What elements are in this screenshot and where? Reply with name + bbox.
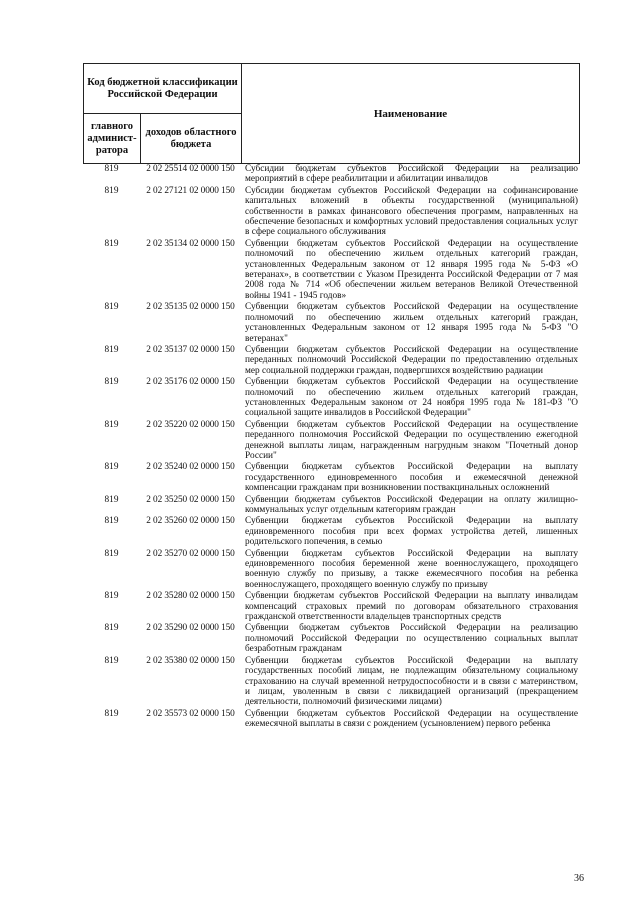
budget-code: 2 02 35240 02 0000 150	[146, 462, 235, 473]
item-name: Субвенции бюджетам субъектов Российской Федерации на выплату государственного единовременного пособия и ежемесячной денежной компенсации гражданам при возникновении поствакцинальных осложнений	[245, 462, 578, 494]
header-admin-column: главного админист-ратора	[84, 114, 141, 164]
budget-code: 2 02 35280 02 0000 150	[146, 591, 235, 602]
admin-code: 819	[104, 344, 119, 355]
admin-code: 819	[104, 302, 119, 313]
item-name: Субвенции бюджетам субъектов Российской Федерации на выплату инвалидам компенсаций страховых премий по договорам обязательного страхования гражданской ответственности владельцев транспортных средств	[245, 591, 578, 623]
admin-code: 819	[104, 419, 119, 430]
budget-code: 2 02 35573 02 0000 150	[146, 708, 235, 719]
admin-code: 819	[104, 591, 119, 602]
admin-code: 819	[104, 655, 119, 666]
budget-code: 2 02 35290 02 0000 150	[146, 623, 235, 634]
item-name: Субвенции бюджетам субъектов Российской Федерации на реализацию полномочий Российской Федерации по осуществлению социальных выплат безработным гражданам	[245, 623, 578, 655]
budget-code: 2 02 35220 02 0000 150	[146, 419, 235, 430]
budget-code: 2 02 35135 02 0000 150	[146, 302, 235, 313]
budget-code: 2 02 35270 02 0000 150	[146, 548, 235, 559]
table-row	[83, 377, 579, 419]
item-name: Субвенции бюджетам субъектов Российской Федерации на осуществление переданных полномочий Российской Федерации по предоставлению отдельных мер социальной поддержки граждан, подвергшихся воздействию радиации	[245, 344, 578, 376]
item-name: Субвенции бюджетам субъектов Российской Федерации на оплату жилищно-коммунальных услуг отдельным категориям граждан	[245, 494, 578, 515]
table-row	[83, 462, 579, 493]
header-code-column: доходов областного бюджета	[141, 114, 242, 164]
item-name: Субвенции бюджетам субъектов Российской Федерации на выплату единовременного пособия беременной жене военнослужащего, проходящего военную службу по призыву, а также ежемесячного пособия на ребенка военнослужащего, проходящего военную службу по призыву	[245, 548, 578, 590]
header-group-title: Код бюджетной классификации Российской Федерации	[84, 64, 242, 114]
item-name: Субвенции бюджетам субъектов Российской Федерации на осуществление переданного полномочия Российской Федерации по осуществлению ежегодной денежной выплаты лицам, награжденным нагрудным знаком "Почетный донор России"	[245, 419, 578, 461]
admin-code: 819	[104, 462, 119, 473]
budget-code: 2 02 35260 02 0000 150	[146, 516, 235, 527]
admin-code: 819	[104, 516, 119, 527]
budget-code: 2 02 35380 02 0000 150	[146, 655, 235, 666]
header-name-column: Наименование	[242, 64, 580, 164]
budget-code: 2 02 35176 02 0000 150	[146, 377, 235, 388]
item-name: Субсидии бюджетам субъектов Российской Федерации на софинансирование капитальных вложений в объекты государственной (муниципальной) собственности в рамках финансового обеспечения программ, направленных на обеспечение безопасных и комфортных условий предоставления социальных услуг в сфере социального обслуживания	[245, 185, 578, 238]
table-header	[83, 63, 580, 164]
table-row	[83, 591, 579, 622]
budget-code: 2 02 35137 02 0000 150	[146, 344, 235, 355]
table-row	[83, 709, 579, 730]
item-name: Субвенции бюджетам субъектов Российской Федерации на осуществление полномочий по обеспечению жильем отдельных категорий граждан, установленных Федеральным законом от 12 января 1995 года № 5-ФЗ «О ветеранах», в соответствии с Указом Президента Российской Федерации от 7 мая 2008 года № 714 «Об обеспечении жильем ветеранов Великой Отечественной войны 1941 - 1945 годов»	[245, 238, 578, 301]
table-row	[83, 549, 579, 591]
budget-code: 2 02 25514 02 0000 150	[146, 164, 235, 174]
admin-code: 819	[104, 708, 119, 719]
table-row	[83, 420, 579, 462]
admin-code: 819	[104, 494, 119, 505]
page-number: 36	[574, 873, 584, 884]
admin-code: 819	[104, 548, 119, 559]
admin-code: 819	[104, 623, 119, 634]
table-row	[83, 656, 579, 708]
table-row	[83, 495, 579, 516]
admin-code: 819	[104, 185, 119, 196]
admin-code: 819	[104, 377, 119, 388]
table-row	[83, 345, 579, 376]
budget-code: 2 02 35250 02 0000 150	[146, 494, 235, 505]
item-name: Субвенции бюджетам субъектов Российской Федерации на выплату государственных пособий лицам, не подлежащим обязательному социальному страхованию на случай временной нетрудоспособности и в связи с материнством, и лицам, уволенным в связи с ликвидацией организаций (прекращением деятельности, полномочий физическими лицами)	[245, 655, 578, 708]
table-body	[83, 164, 579, 731]
table-row	[83, 302, 579, 344]
table-row	[83, 186, 579, 238]
admin-code: 819	[104, 238, 119, 249]
table-row	[83, 164, 579, 185]
item-name: Субсидии бюджетам субъектов Российской Федерации на реализацию мероприятий в сфере реабилитации и абилитации инвалидов	[245, 164, 578, 185]
budget-code: 2 02 27121 02 0000 150	[146, 185, 235, 196]
item-name: Субвенции бюджетам субъектов Российской Федерации на осуществление полномочий по обеспечению жильем отдельных категорий граждан, установленных Федеральным законом от 12 января 1995 года № 5-ФЗ "О ветеранах"	[245, 302, 578, 344]
item-name: Субвенции бюджетам субъектов Российской Федерации на осуществление ежемесячной выплаты в связи с рождением (усыновлением) первого ребенка	[245, 708, 578, 730]
table-row	[83, 623, 579, 654]
table-row	[83, 239, 579, 301]
admin-code: 819	[104, 164, 119, 174]
item-name: Субвенции бюджетам субъектов Российской Федерации на осуществление полномочий по обеспечению жильем отдельных категорий граждан, установленных Федеральным законом от 24 ноября 1995 года № 181-ФЗ "О социальной защите инвалидов в Российской Федерации"	[245, 377, 578, 419]
item-name: Субвенции бюджетам субъектов Российской Федерации на выплату единовременного пособия при всех формах устройства детей, лишенных родительского попечения, в семью	[245, 516, 578, 548]
table-row	[83, 516, 579, 547]
budget-code: 2 02 35134 02 0000 150	[146, 238, 235, 249]
